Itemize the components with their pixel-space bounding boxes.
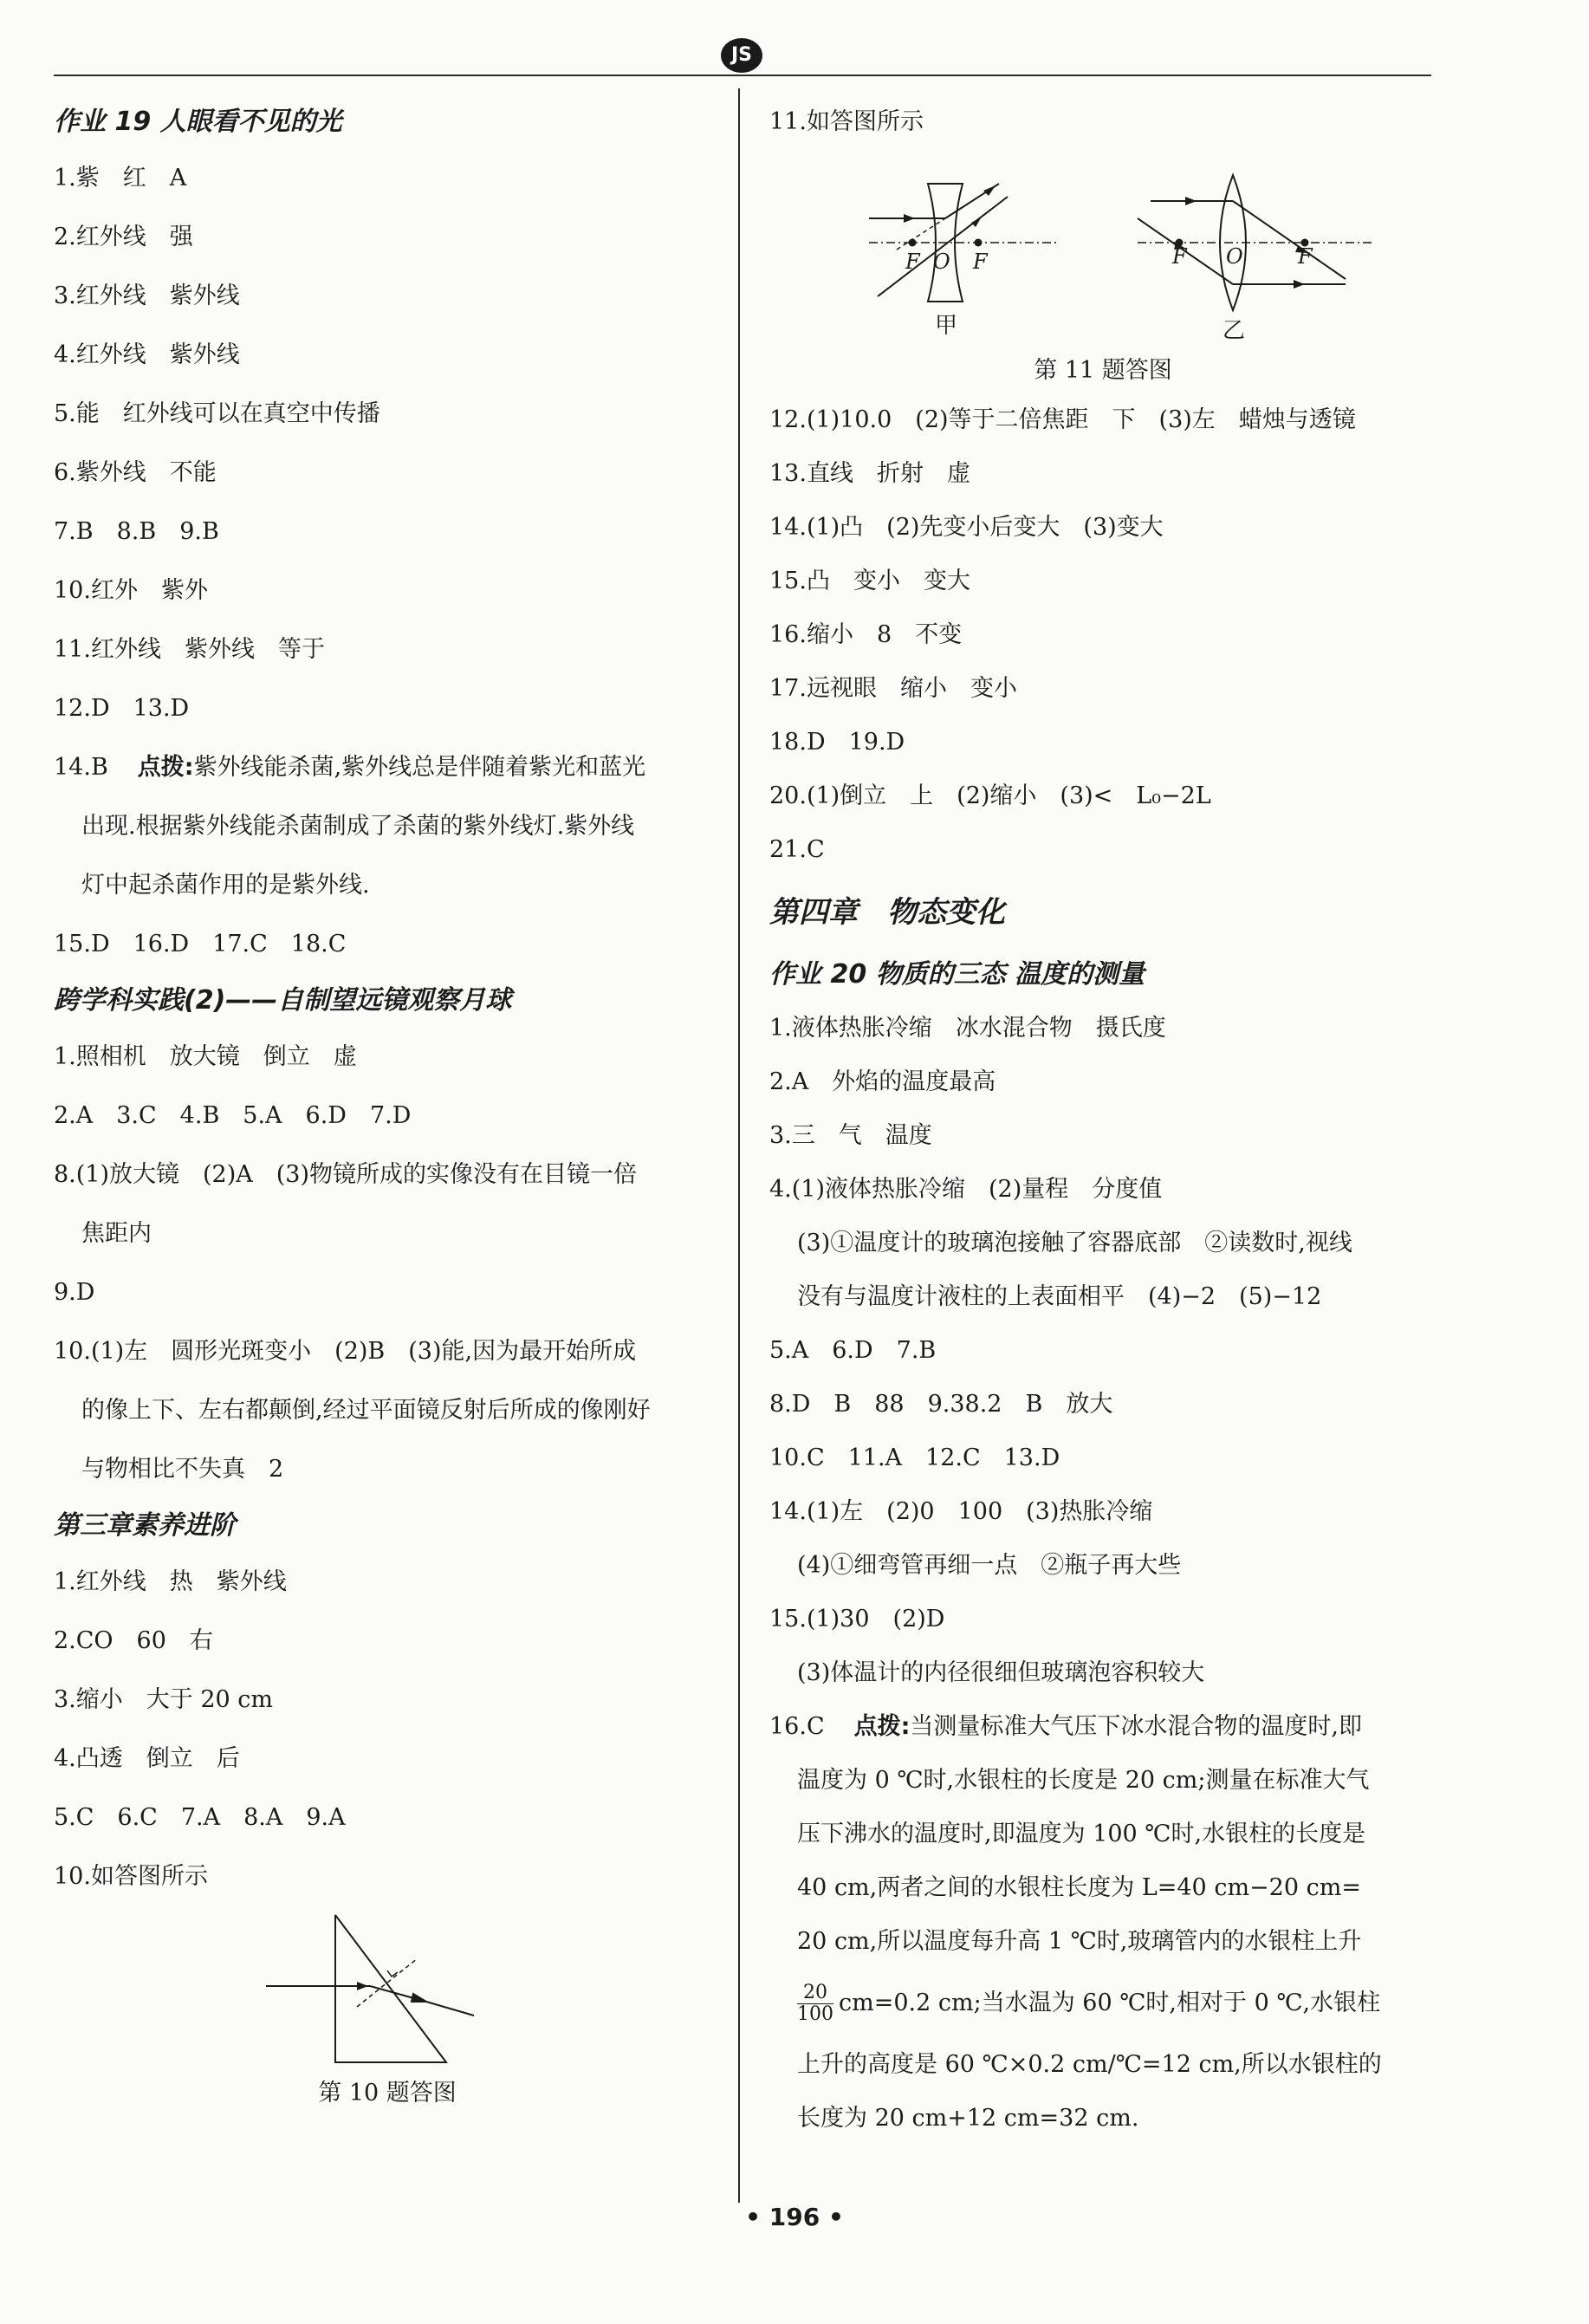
fig11-label-F: F [973,250,988,274]
fraction-numerator: 20 [797,1983,833,2004]
hw19-line: 7.B 8.B 9.B [54,518,219,545]
column-divider [738,88,740,2203]
hw20-line: 15.(1)30 (2)D [769,1606,945,1633]
q16-tip-label: 点拨: [853,1713,911,1740]
hw20-line: (4)①细弯管再细一点 ②瓶子再大些 [797,1552,1182,1579]
hw20-title: 作业 20 物质的三态 温度的测量 [769,959,1145,990]
fig10-prism-diagram [257,1906,517,2071]
q14-text: 紫外线能杀菌,紫外线总是伴随着紫光和蓝光 [193,754,646,781]
q11-line: 11.如答图所示 [769,108,924,135]
fig11-lens-diagram [826,149,1380,348]
q16-text: 当测量标准大气压下冰水混合物的温度时,即 [910,1713,1363,1740]
q16-line: 40 cm,两者之间的水银柱长度为 L=40 cm−20 cm= [797,1874,1361,1901]
hw19-line: 12.D 13.D [54,695,190,722]
hw20-line: (3)①温度计的玻璃泡接触了容器底部 ②读数时,视线 [797,1230,1352,1256]
fig11-caption: 第 11 题答图 [1034,357,1172,384]
hw20-line: 1.液体热胀冷缩 冰水混合物 摄氏度 [769,1015,1166,1042]
answer-line: 13.直线 折射 虚 [769,460,970,487]
chapter3-line: 5.C 6.C 7.A 8.A 9.A [54,1804,346,1831]
fig11-label-yi: 乙 [1223,318,1246,344]
right-column [769,95,1437,2145]
q14-tip-label: 点拨: [137,754,194,781]
q14-line: 灯中起杀菌作用的是紫外线. [81,872,370,899]
answer-line: 15.凸 变小 变大 [769,568,970,594]
hw19-line: 2.红外线 强 [54,224,193,250]
fig11-label-F: F [1298,244,1313,269]
left-column [54,95,721,2116]
q14-number: 14.B [54,754,108,781]
q16-line: 上升的高度是 60 ℃×0.2 cm/℃=12 cm,所以水银柱的 [797,2051,1382,2078]
q14-line: 出现.根据紫外线能杀菌制成了杀菌的紫外线灯.紫外线 [81,813,635,840]
chapter3-line: 10.如答图所示 [54,1863,208,1890]
q16-line: 20 cm,所以温度每升高 1 ℃时,玻璃管内的水银柱上升 [797,1928,1362,1955]
answer-line: 14.(1)凸 (2)先变小后变大 (3)变大 [769,514,1164,541]
answer-line: 18.D 19.D [769,729,905,756]
chapter3-line: 1.红外线 热 紫外线 [54,1568,287,1595]
practice-line: 的像上下、左右都颠倒,经过平面镜反射后所成的像刚好 [81,1397,651,1424]
fig10-caption: 第 10 题答图 [318,2080,457,2107]
answer-line: 16.缩小 8 不变 [769,621,963,648]
fig11-label-jia: 甲 [935,313,958,339]
hw19-line: 10.红外 紫外 [54,577,208,604]
hw19-line: 3.红外线 紫外线 [54,282,240,309]
q16-line: 压下沸水的温度时,即温度为 100 ℃时,水银柱的长度是 [797,1821,1366,1847]
fig11-label-O: O [1226,244,1243,269]
answer-line: 12.(1)10.0 (2)等于二倍焦距 下 (3)左 蜡烛与透镜 [769,406,1356,433]
q16-text: cm=0.2 cm;当水温为 60 ℃时,相对于 0 ℃,水银柱 [839,1990,1381,2016]
header-rule [54,75,1431,76]
chapter3-line: 2.CO 60 右 [54,1627,213,1654]
answer-line: 17.远视眼 缩小 变小 [769,675,1017,702]
fig11-label-F: F [1172,244,1187,269]
practice-line: 9.D [54,1279,95,1306]
hw20-line: 2.A 外焰的温度最高 [769,1068,996,1095]
chapter4-title: 第四章 物态变化 [769,895,1005,930]
practice-title: 跨学科实践(2)——自制望远镜观察月球 [54,985,512,1016]
q16-number: 16.C [769,1713,825,1740]
hw19-line: 4.红外线 紫外线 [54,341,240,368]
q16-fraction-line [769,1969,1437,2038]
q16-line: 温度为 0 ℃时,水银柱的长度是 20 cm;测量在标准大气 [797,1767,1370,1794]
fig11-label-F: F [905,250,920,274]
q16-line [769,1700,1437,1754]
page-number: • 196 • [745,2203,844,2231]
chapter3-line: 4.凸透 倒立 后 [54,1745,240,1772]
practice-line: 10.(1)左 圆形光斑变小 (2)B (3)能,因为最开始所成 [54,1338,637,1365]
js-badge: JS [721,38,762,73]
fraction-denominator: 100 [797,2003,833,2025]
practice-line: 与物相比不失真 2 [81,1456,284,1483]
hw20-line: 没有与温度计液柱的上表面相平 (4)−2 (5)−12 [797,1283,1322,1310]
answer-line: 21.C [769,836,825,863]
practice-line: 1.照相机 放大镜 倒立 虚 [54,1043,357,1070]
hw20-line: 3.三 气 温度 [769,1122,932,1149]
practice-line: 8.(1)放大镜 (2)A (3)物镜所成的实像没有在目镜一倍 [54,1161,637,1188]
hw19-line: 6.紫外线 不能 [54,459,217,486]
hw19-line: 1.紫 红 A [54,165,187,192]
hw19-line: 5.能 红外线可以在真空中传播 [54,400,380,427]
hw20-line: (3)体温计的内径很细但玻璃泡容积较大 [797,1659,1205,1686]
q15-line: 15.D 16.D 17.C 18.C [54,931,347,958]
hw19-title: 作业 19 人眼看不见的光 [54,107,342,137]
q14-line [54,738,721,797]
answer-line: 20.(1)倒立 上 (2)缩小 (3)< L₀−2L [769,782,1211,809]
practice-line: 焦距内 [81,1220,152,1247]
hw19-line: 11.红外线 紫外线 等于 [54,636,325,663]
hw20-line: 10.C 11.A 12.C 13.D [769,1444,1060,1471]
chapter3-line: 3.缩小 大于 20 cm [54,1686,274,1713]
fraction [797,1983,833,2025]
practice-line: 2.A 3.C 4.B 5.A 6.D 7.D [54,1102,412,1129]
q16-line: 长度为 20 cm+12 cm=32 cm. [797,2105,1139,2132]
hw20-line: 4.(1)液体热胀冷缩 (2)量程 分度值 [769,1176,1163,1203]
hw20-line: 14.(1)左 (2)0 100 (3)热胀冷缩 [769,1498,1153,1525]
chapter3-title: 第三章素养进阶 [54,1510,236,1541]
fig11-label-O: O [933,250,950,274]
hw20-line: 5.A 6.D 7.B [769,1337,937,1364]
hw20-line: 8.D B 88 9.38.2 B 放大 [769,1391,1113,1418]
